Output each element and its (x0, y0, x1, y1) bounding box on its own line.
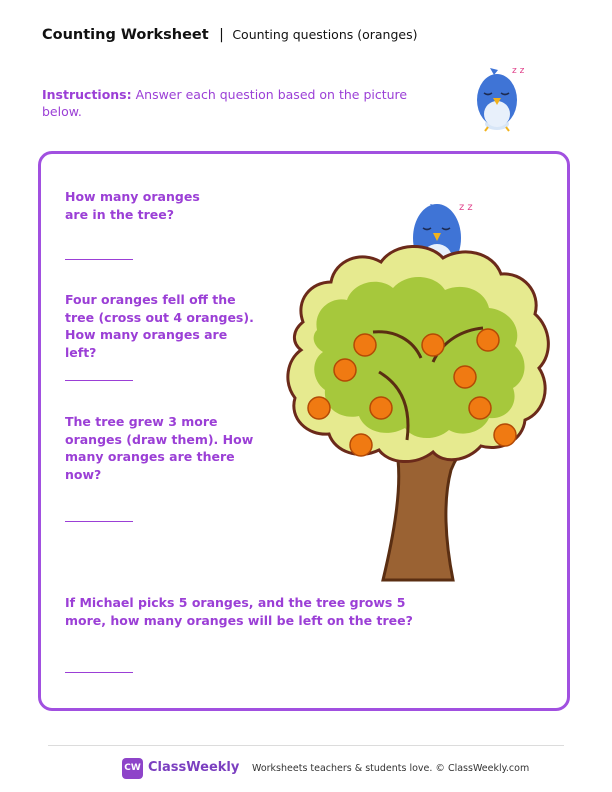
worksheet-subtitle: Counting questions (oranges) (232, 27, 418, 42)
classweekly-logo-icon: CW (122, 758, 143, 779)
worksheet-header (42, 27, 418, 43)
answer-line-2[interactable] (65, 380, 133, 381)
orange-9 (350, 434, 372, 456)
orange-2 (334, 359, 356, 381)
question-1: How many oranges are in the tree? (65, 189, 200, 222)
instructions (42, 86, 412, 120)
orange-7 (370, 397, 392, 419)
sleep-z-top: z z (512, 66, 525, 76)
question-2: Four oranges fell off the tree (cross out 4 oranges). How many oranges are left? (65, 292, 254, 360)
worksheet-title: Counting Worksheet (42, 27, 209, 43)
orange-4 (477, 329, 499, 351)
answer-line-1[interactable] (65, 259, 133, 260)
instructions-label: Instructions: (42, 87, 132, 102)
orange-tree-illustration (283, 190, 555, 582)
orange-10 (494, 424, 516, 446)
orange-1 (354, 334, 376, 356)
answer-line-3[interactable] (65, 521, 133, 522)
title-separator: | (219, 27, 224, 43)
instructions-text: Answer each question based on the picture below. (42, 87, 408, 119)
orange-8 (469, 397, 491, 419)
sleep-z-tree: z z (459, 202, 473, 213)
orange-5 (454, 366, 476, 388)
footer-tagline: Worksheets teachers & students love. © ClassWeekly.com (252, 763, 530, 774)
answer-line-4[interactable] (65, 672, 133, 673)
sleeping-bird-icon (470, 60, 530, 136)
brand-name: ClassWeekly (148, 760, 240, 775)
orange-3 (422, 334, 444, 356)
question-3: The tree grew 3 more oranges (draw them). How many oranges are there now? (65, 414, 254, 482)
footer-divider (48, 745, 564, 746)
orange-6 (308, 397, 330, 419)
question-4: If Michael picks 5 oranges, and the tree grows 5 more, how many oranges will be left on the tree? (65, 595, 413, 628)
